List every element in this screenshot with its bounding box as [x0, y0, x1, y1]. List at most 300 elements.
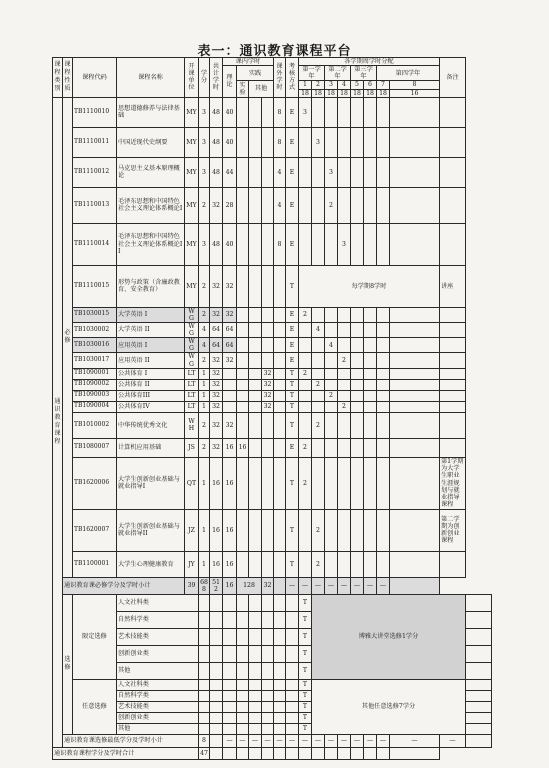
- elective-blank: [249, 594, 262, 611]
- semester-8-hours: [390, 368, 440, 379]
- course-name: 中国近现代史纲要: [117, 127, 185, 157]
- semester-2-hours: 4: [312, 322, 325, 337]
- course-total-hours: 48: [210, 127, 223, 157]
- elective-blank: [262, 712, 274, 723]
- course-other-a: [249, 307, 262, 322]
- semester-4-hours: [338, 551, 351, 577]
- elective-blank: [262, 662, 274, 679]
- semester-3-hours: [325, 322, 338, 337]
- semester-4-hours: [338, 307, 351, 322]
- semester-5-hours: [351, 322, 364, 337]
- course-other-a: [249, 338, 262, 353]
- elective-subtotal-dash: —: [262, 734, 274, 747]
- course-credit: 3: [199, 157, 210, 187]
- course-theory: [223, 390, 237, 401]
- semester-4-hours: [338, 322, 351, 337]
- course-extra-hours: 4: [274, 187, 286, 223]
- course-other-a: [249, 127, 262, 157]
- course-unit: WG: [185, 353, 199, 368]
- table-row: [53, 187, 492, 223]
- semester-3-hours: [325, 353, 338, 368]
- elective-item-name: 艺术技能类: [117, 701, 199, 712]
- course-experiment: [237, 307, 249, 322]
- course-credit: 4: [199, 338, 210, 353]
- header-extra-hours: 课外学时: [274, 58, 286, 98]
- elective-blank: [249, 701, 262, 712]
- grand-total-blank: [325, 747, 338, 759]
- course-remark: [440, 157, 466, 187]
- course-name: 马克思主义基本原理概论: [117, 157, 185, 187]
- semester-7-hours: [377, 390, 390, 401]
- course-unit: WG: [185, 322, 199, 337]
- semester-1-hours: [299, 401, 312, 412]
- elective-blank: [199, 701, 210, 712]
- elective-item-exam: T: [299, 690, 312, 701]
- semester-4-hours: 2: [338, 401, 351, 412]
- course-exam: E: [286, 157, 299, 187]
- semester-2-hours: [312, 353, 325, 368]
- semester-1-hours: [299, 353, 312, 368]
- course-other: [262, 412, 274, 438]
- elective-remark: [466, 611, 492, 628]
- header-category: 课程类别: [53, 58, 63, 98]
- course-exam: E: [286, 187, 299, 223]
- course-total-hours: 32: [210, 390, 223, 401]
- course-exam: T: [286, 368, 299, 379]
- course-other: 32: [262, 368, 274, 379]
- elective-blank: [210, 662, 223, 679]
- course-remark: [440, 127, 466, 157]
- semester-6-hours: [364, 551, 377, 577]
- elective-subtotal-dash: —: [325, 734, 338, 747]
- semester-4-hours: [338, 457, 351, 509]
- course-theory: 16: [223, 457, 237, 509]
- elective-blank: [223, 701, 237, 712]
- course-exam: T: [286, 457, 299, 509]
- elective-item-exam: T: [299, 701, 312, 712]
- elective-blank: [237, 679, 249, 690]
- course-experiment: [237, 187, 249, 223]
- semester-2-hours: [312, 368, 325, 379]
- semester-4-hours: 2: [338, 353, 351, 368]
- grand-total-blank: [274, 747, 286, 759]
- elective-blank: [274, 712, 286, 723]
- course-experiment: [237, 401, 249, 412]
- elective-cell: 选修: [63, 594, 73, 734]
- semester-4-hours: [338, 97, 351, 127]
- elective-blank: [274, 645, 286, 662]
- elective-blank: [249, 645, 262, 662]
- semester-8-hours: [390, 223, 440, 265]
- elective-group-note: 其他任意选修7学分: [312, 679, 466, 734]
- grand-total-blank: [249, 747, 262, 759]
- course-name: 大学英语 II: [117, 322, 185, 337]
- course-name: 思想道德修养与法律基础: [117, 97, 185, 127]
- course-code: TB1110014: [73, 223, 117, 265]
- semester-7-hours: [377, 307, 390, 322]
- semester-8-hours: [390, 457, 440, 509]
- table-row: [53, 265, 492, 307]
- course-code: TB1090003: [73, 390, 117, 401]
- course-extra-hours: [274, 551, 286, 577]
- semester-4-hours: [338, 127, 351, 157]
- semester-1-hours: 2: [299, 438, 312, 457]
- elective-blank: [199, 679, 210, 690]
- header-experiment: 实验: [237, 81, 249, 97]
- course-total-hours: 48: [210, 97, 223, 127]
- elective-blank: [199, 645, 210, 662]
- semester-6-hours: [364, 97, 377, 127]
- header-code: 课程代码: [73, 58, 117, 98]
- elective-subtotal-dash: —: [223, 734, 237, 747]
- elective-subtotal-dash: —: [377, 734, 390, 747]
- elective-blank: [199, 662, 210, 679]
- elective-subtotal-row: [53, 734, 492, 747]
- course-name: 计算机应用基础: [117, 438, 185, 457]
- grand-total-row: [53, 747, 492, 759]
- course-code: TB1110011: [73, 127, 117, 157]
- semester-8-hours: [390, 379, 440, 390]
- semester-3-hours: 2: [325, 187, 338, 223]
- elective-item-name: 其他: [117, 662, 199, 679]
- course-unit: MY: [185, 97, 199, 127]
- course-experiment: [237, 390, 249, 401]
- elective-blank: [237, 712, 249, 723]
- grand-total-credit: 47: [199, 747, 210, 759]
- semester-1-hours: [299, 187, 312, 223]
- semester-3-hours: [325, 457, 338, 509]
- course-exam: T: [286, 401, 299, 412]
- table-body: [53, 58, 492, 760]
- header-sem-5: 5: [351, 81, 364, 89]
- semester-8-hours: [390, 307, 440, 322]
- course-exam: T: [286, 509, 299, 551]
- elective-subtotal-remark: [466, 734, 492, 747]
- course-name: 中华传统优秀文化: [117, 412, 185, 438]
- semester-2-hours: 2: [312, 509, 325, 551]
- header-remark: 备注: [440, 58, 466, 98]
- semester-4-hours: [338, 157, 351, 187]
- course-other-a: [249, 353, 262, 368]
- course-experiment: [237, 379, 249, 390]
- semester-8-hours: [390, 187, 440, 223]
- elective-blank: [286, 690, 299, 701]
- course-remark: [440, 338, 466, 353]
- course-other-a: [249, 265, 262, 307]
- elective-subtotal-dash: —: [299, 734, 312, 747]
- elective-subtotal-label: 通识教育课选修最低学分及学时小计: [63, 734, 199, 747]
- course-credit: 2: [199, 353, 210, 368]
- semester-8-hours: [390, 127, 440, 157]
- course-name: 大学生心理健康教育: [117, 551, 185, 577]
- course-exam: E: [286, 97, 299, 127]
- course-other-a: [249, 412, 262, 438]
- elective-blank: [237, 645, 249, 662]
- elective-blank: [223, 645, 237, 662]
- course-other-a: [249, 379, 262, 390]
- course-credit: 2: [199, 187, 210, 223]
- course-credit: 2: [199, 265, 210, 307]
- table-row: [53, 390, 492, 401]
- semester-7-hours: [377, 551, 390, 577]
- elective-item-name: 创新创业类: [117, 645, 199, 662]
- semester-6-hours: [364, 322, 377, 337]
- curriculum-table: [52, 57, 492, 760]
- table-row: [53, 157, 492, 187]
- course-exam: T: [286, 390, 299, 401]
- elective-item-exam: T: [299, 679, 312, 690]
- course-extra-hours: 8: [274, 127, 286, 157]
- header-in-class: 课内学时: [223, 58, 274, 66]
- course-theory: [223, 401, 237, 412]
- semester-4-hours: [338, 187, 351, 223]
- elective-blank: [274, 701, 286, 712]
- course-credit: 2: [199, 307, 210, 322]
- elective-blank: [210, 723, 223, 734]
- elective-blank: [286, 701, 299, 712]
- course-remark: [440, 97, 466, 127]
- elective-item-name: 自然科学类: [117, 611, 199, 628]
- course-remark: 第二学期为创新创业课程: [440, 509, 466, 551]
- semester-5-hours: [351, 223, 364, 265]
- elective-remark: [466, 628, 492, 645]
- course-theory: 40: [223, 223, 237, 265]
- course-other: [262, 157, 274, 187]
- header-year-2: 第二学年: [325, 66, 351, 81]
- elective-item-name: 创新创业类: [117, 712, 199, 723]
- elective-blank: [274, 594, 286, 611]
- header-weekly-dist: 各学期周学时分配: [299, 58, 440, 66]
- semester-4-hours: 3: [338, 223, 351, 265]
- elective-blank: [262, 723, 274, 734]
- grand-total-blank: [312, 747, 325, 759]
- course-exam: E: [286, 353, 299, 368]
- elective-row: [53, 594, 492, 611]
- elective-blank: [223, 594, 237, 611]
- elective-item-name: 其他: [117, 723, 199, 734]
- elective-blank: [199, 628, 210, 645]
- semester-1-hours: 2: [299, 457, 312, 509]
- elective-blank: [262, 594, 274, 611]
- elective-blank: [199, 611, 210, 628]
- course-unit: MY: [185, 265, 199, 307]
- semester-3-hours: [325, 509, 338, 551]
- course-total-hours: 16: [210, 457, 223, 509]
- course-total-hours: 32: [210, 401, 223, 412]
- course-extra-hours: 4: [274, 157, 286, 187]
- course-code: TB1030015: [73, 307, 117, 322]
- course-unit: LT: [185, 401, 199, 412]
- required-subtotal-dash: —: [338, 577, 351, 594]
- semester-6-hours: [364, 438, 377, 457]
- course-exam: E: [286, 338, 299, 353]
- course-credit: 2: [199, 412, 210, 438]
- elective-blank: [249, 628, 262, 645]
- semester-5-hours: [351, 551, 364, 577]
- grand-total-label: 通识教育课程学分及学时合计: [53, 747, 199, 759]
- course-experiment: [237, 322, 249, 337]
- course-theory: 32: [223, 307, 237, 322]
- header-sem-6: 6: [364, 81, 377, 89]
- course-other: [262, 187, 274, 223]
- course-credit: 2: [199, 438, 210, 457]
- course-name: 公共体育III: [117, 390, 185, 401]
- course-extra-hours: 8: [274, 97, 286, 127]
- elective-item-name: 人文社科类: [117, 679, 199, 690]
- header-sem-4: 4: [338, 81, 351, 89]
- semester-5-hours: [351, 438, 364, 457]
- header-weeks-5: 18: [351, 89, 364, 97]
- header-total-hours: 共计学时: [210, 58, 223, 98]
- course-code: TB1090002: [73, 379, 117, 390]
- elective-subtotal-dash: —: [364, 734, 377, 747]
- course-theory: 16: [223, 551, 237, 577]
- semester-7-hours: [377, 187, 390, 223]
- grand-total-blank: [299, 747, 312, 759]
- course-theory: 32: [223, 412, 237, 438]
- semester-6-hours: [364, 157, 377, 187]
- course-theory: 40: [223, 97, 237, 127]
- course-theory: 28: [223, 187, 237, 223]
- header-sem-2: 2: [312, 81, 325, 89]
- course-other-a: [249, 223, 262, 265]
- course-code: TB1110010: [73, 97, 117, 127]
- course-theory: [223, 379, 237, 390]
- header-weeks-3: 18: [325, 89, 338, 97]
- semester-2-hours: 2: [312, 412, 325, 438]
- semester-5-hours: [351, 97, 364, 127]
- semester-1-hours: [299, 157, 312, 187]
- course-experiment: 16: [237, 438, 249, 457]
- semester-7-hours: [377, 353, 390, 368]
- required-subtotal-dash: —: [351, 577, 364, 594]
- elective-blank: [237, 723, 249, 734]
- semester-8-hours: [390, 97, 440, 127]
- course-experiment: [237, 551, 249, 577]
- semester-3-hours: 3: [325, 157, 338, 187]
- semester-1-hours: [299, 322, 312, 337]
- course-other-a: [249, 457, 262, 509]
- semester-5-hours: [351, 127, 364, 157]
- course-code: TB1620006: [73, 457, 117, 509]
- course-remark: [440, 307, 466, 322]
- course-total-hours: 32: [210, 379, 223, 390]
- course-unit: JS: [185, 438, 199, 457]
- course-other: 32: [262, 379, 274, 390]
- course-other: [262, 353, 274, 368]
- required-subtotal-exam: [274, 577, 286, 594]
- semester-2-hours: [312, 97, 325, 127]
- course-code: TB1110012: [73, 157, 117, 187]
- semester-6-hours: [364, 307, 377, 322]
- course-other: [262, 551, 274, 577]
- course-total-hours: 16: [210, 509, 223, 551]
- semester-2-hours: 2: [312, 551, 325, 577]
- course-other-a: [249, 509, 262, 551]
- course-total-hours: 32: [210, 438, 223, 457]
- elective-blank: [249, 723, 262, 734]
- elective-blank: [237, 690, 249, 701]
- semester-1-hours: 2: [299, 307, 312, 322]
- elective-blank: [262, 611, 274, 628]
- course-unit: WG: [185, 307, 199, 322]
- elective-blank: [274, 611, 286, 628]
- required-subtotal-dash: —: [286, 577, 299, 594]
- semester-7-hours: [377, 97, 390, 127]
- semester-3-hours: [325, 401, 338, 412]
- course-other: [262, 127, 274, 157]
- required-subtotal-dash: —: [377, 577, 390, 594]
- course-code: TB1010002: [73, 412, 117, 438]
- required-cell: 必修: [63, 97, 73, 577]
- course-theory: 40: [223, 127, 237, 157]
- course-name: 大学生创新创业基础与就业指导I: [117, 457, 185, 509]
- semester-8-hours: [390, 338, 440, 353]
- grand-total-blank: [364, 747, 377, 759]
- semester-7-hours: [377, 401, 390, 412]
- course-total-hours: 32: [210, 187, 223, 223]
- elective-blank: [237, 628, 249, 645]
- semester-1-hours: [299, 379, 312, 390]
- course-code: TB1090001: [73, 368, 117, 379]
- semester-3-hours: [325, 438, 338, 457]
- course-unit: QT: [185, 457, 199, 509]
- course-experiment: [237, 97, 249, 127]
- course-credit: 4: [199, 322, 210, 337]
- semester-5-hours: [351, 307, 364, 322]
- semester-6-hours: [364, 509, 377, 551]
- semester-2-hours: [312, 338, 325, 353]
- course-unit: JY: [185, 551, 199, 577]
- semester-5-hours: [351, 157, 364, 187]
- semester-7-hours: [377, 223, 390, 265]
- elective-blank: [210, 628, 223, 645]
- course-theory: 16: [223, 438, 237, 457]
- elective-remark: [466, 662, 492, 679]
- semester-6-hours: [364, 401, 377, 412]
- table-row: [53, 223, 492, 265]
- elective-blank: [286, 594, 299, 611]
- semester-3-hours: [325, 412, 338, 438]
- header-weeks-2: 18: [312, 89, 325, 97]
- course-unit: WH: [185, 412, 199, 438]
- elective-blank: [262, 690, 274, 701]
- course-total-hours: 48: [210, 223, 223, 265]
- semester-1-hours: [299, 509, 312, 551]
- elective-subtotal-total: [210, 734, 223, 747]
- semester-4-hours: [338, 390, 351, 401]
- semester-3-hours: [325, 551, 338, 577]
- semester-6-hours: [364, 379, 377, 390]
- elective-item-exam: T: [299, 662, 312, 679]
- table-row: [53, 307, 492, 322]
- header-year-4: 第四学年: [377, 66, 440, 81]
- semester-5-hours: [351, 368, 364, 379]
- course-other: 32: [262, 401, 274, 412]
- course-code: TB1100001: [73, 551, 117, 577]
- course-name: 应用英语 I: [117, 338, 185, 353]
- table-row: [53, 438, 492, 457]
- semester-4-hours: [338, 338, 351, 353]
- course-other: [262, 322, 274, 337]
- semester-4-hours: [338, 368, 351, 379]
- semester-2-hours: [312, 307, 325, 322]
- required-subtotal-credit: 39: [185, 577, 199, 594]
- elective-remark: [466, 594, 492, 611]
- elective-blank: [286, 662, 299, 679]
- course-code: TB1110013: [73, 187, 117, 223]
- elective-blank: [249, 690, 262, 701]
